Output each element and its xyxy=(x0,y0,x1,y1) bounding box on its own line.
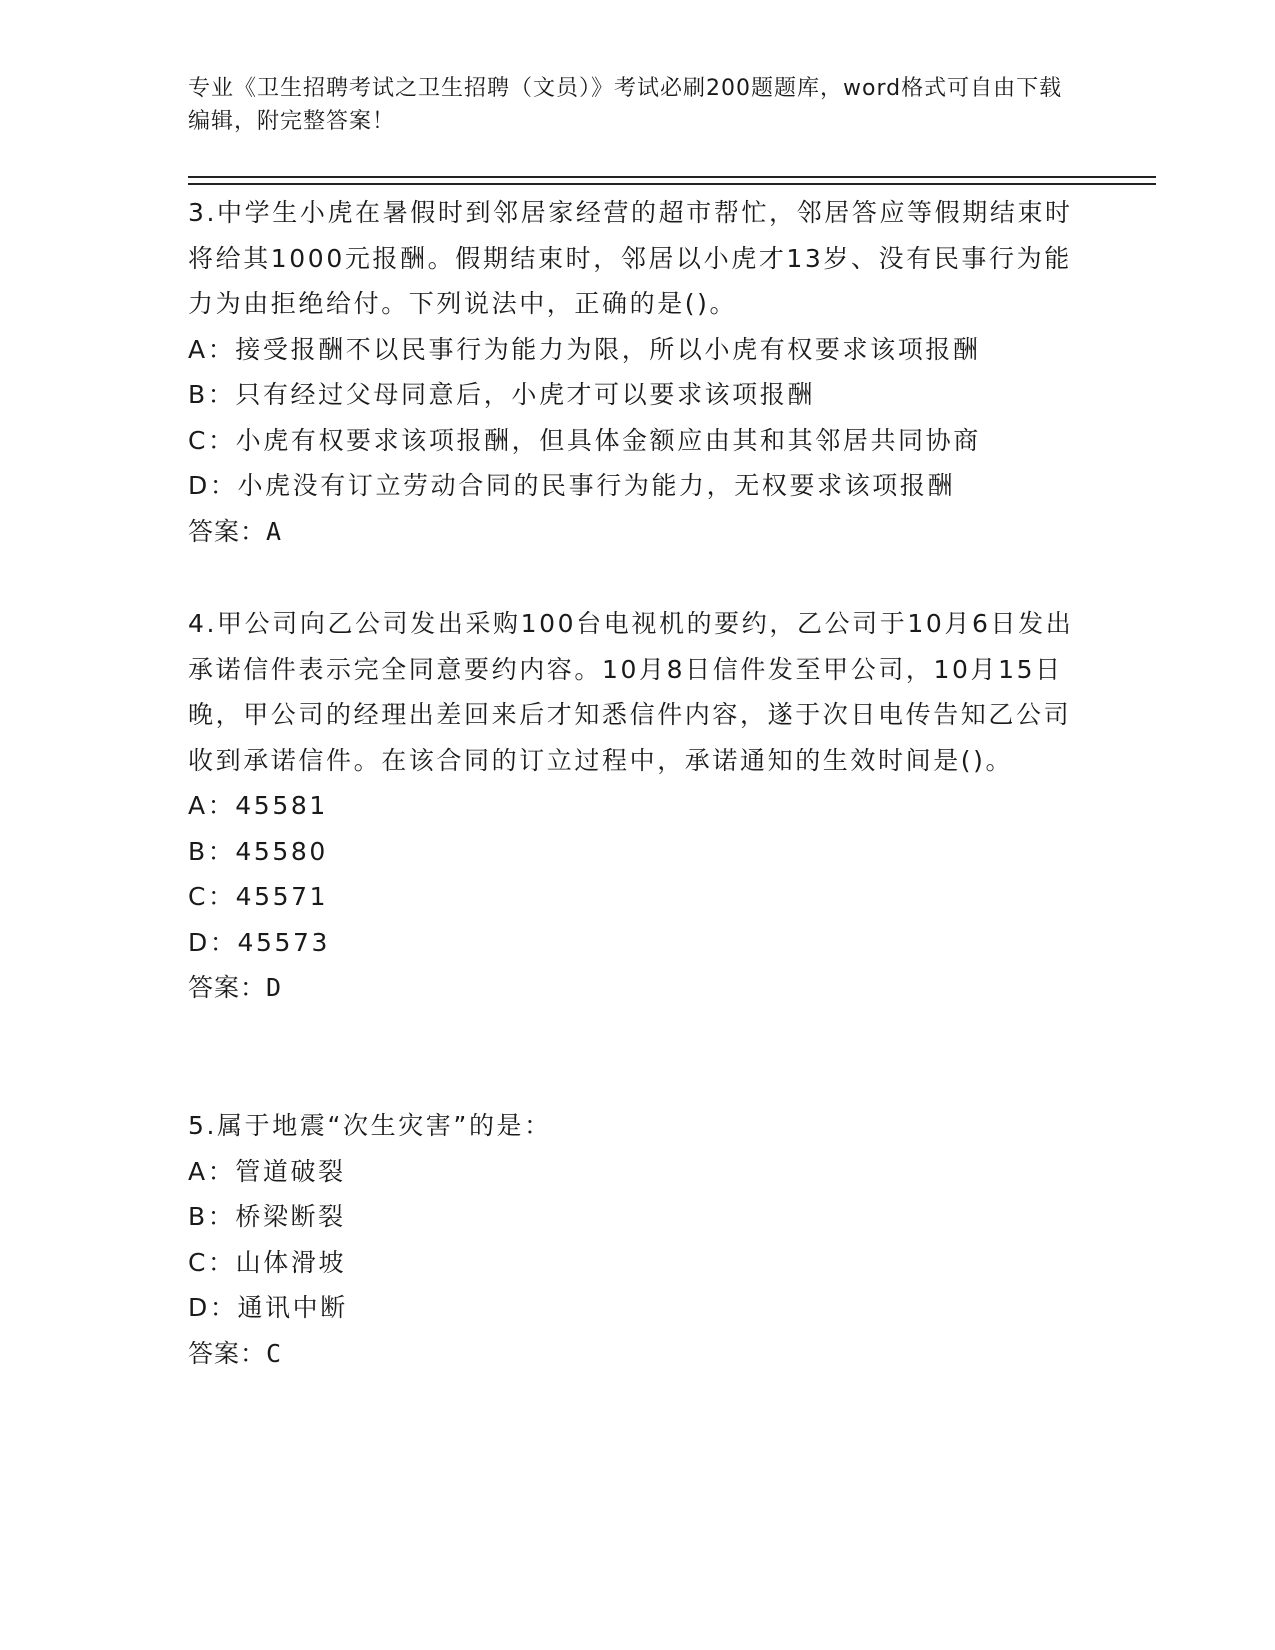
option-b: B：45580 xyxy=(188,836,328,866)
answer: 答案：D xyxy=(188,973,283,1002)
question-4 xyxy=(188,601,1078,1011)
option-c: C：山体滑坡 xyxy=(188,1247,347,1277)
option-d: D：45573 xyxy=(188,927,330,957)
document-header: 专业《卫生招聘考试之卫生招聘（文员）》考试必刷200题题库，word格式可自由下载编辑，附完整答案！ xyxy=(188,76,1063,134)
answer: 答案：A xyxy=(188,516,283,546)
question-stem: 4.甲公司向乙公司发出采购100台电视机的要约，乙公司于10月6日发出承诺信件表示完全同意要约内容。10月8日信件发至甲公司，10月15日晚，甲公司的经理出差回来后才知悉信件内容，遂于次日电传告知乙公司收到承诺信件。在该合同的订立过程中，承诺通知的生效时间是()。 xyxy=(188,609,1074,775)
option-a: A：接受报酬不以民事行为能力为限，所以小虎有权要求该项报酬 xyxy=(188,334,981,364)
option-d: D：小虎没有订立劳动合同的民事行为能力，无权要求该项报酬 xyxy=(188,471,956,500)
header-divider-top xyxy=(188,176,1156,178)
question-3 xyxy=(188,190,1078,554)
option-d: D：通讯中断 xyxy=(188,1293,348,1322)
question-stem: 3.中学生小虎在暑假时到邻居家经营的超市帮忙，邻居答应等假期结束时将给其1000元报酬。假期结束时，邻居以小虎才13岁、没有民事行为能力为由拒绝给付。下列说法中，正确的是()。 xyxy=(188,198,1073,318)
option-c: C：45571 xyxy=(188,882,329,911)
answer: 答案：C xyxy=(188,1338,283,1368)
header-divider-bottom xyxy=(188,183,1156,185)
question-5 xyxy=(188,1103,1078,1376)
option-b: B：只有经过父母同意后，小虎才可以要求该项报酬 xyxy=(188,380,815,409)
option-b: B：桥梁断裂 xyxy=(188,1202,346,1231)
question-stem: 5.属于地震“次生灾害”的是： xyxy=(188,1111,552,1140)
option-a: A：管道破裂 xyxy=(188,1156,346,1186)
option-c: C：小虎有权要求该项报酬，但具体金额应由其和其邻居共同协商 xyxy=(188,425,981,455)
option-a: A：45581 xyxy=(188,791,328,820)
